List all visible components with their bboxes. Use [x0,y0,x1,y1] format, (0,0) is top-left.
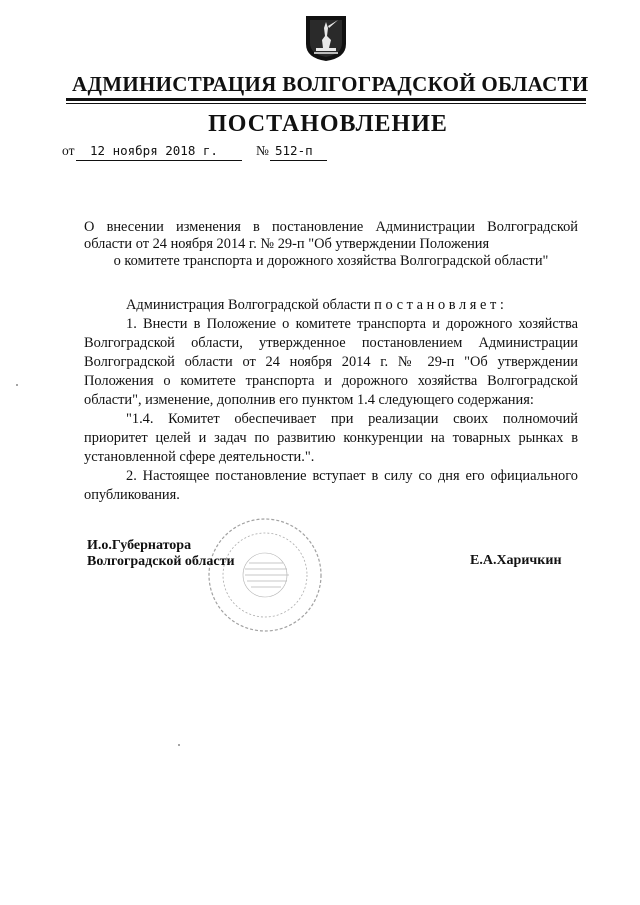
number-value: 512-п [275,143,313,158]
date-prefix: от [62,143,75,158]
item-2: 2. Настоящее постановление вступает в силу со дня его официального опубликования. [84,468,578,503]
scan-speck [178,744,180,746]
signatory-name: Е.А.Харичкин [470,553,562,568]
item-1: 1. Внести в Положение о комитете транспорта и дорожного хозяйства Волгоградской области, утвержденное постановлением Администрации Волгоградской области от 24 ноября 2014 г. № 29-п "Об утверждении Положения о комитете транспорта и дорожного хозяйства Волгоградской области", изменение, дополнив его пунктом 1.4 следующего содержания: [84,316,578,408]
date-underline [76,160,242,161]
position-line-1: И.о.Губернатора [87,538,192,553]
organization-title: АДМИНИСТРАЦИЯ ВОЛГОГРАДСКОЙ ОБЛАСТИ [72,72,589,96]
decree-word: постановляет: [374,297,508,313]
header-rule-thick [66,98,586,101]
header-rule-thin [66,103,586,104]
position-line-2: Волгоградской области [87,554,235,569]
date-value: 12 ноября 2018 г. [90,143,218,158]
signatory-position [87,538,235,570]
official-round-stamp-icon [205,515,325,635]
subject-line-2: о комитете транспорта и дорожного хозяйства Волгоградской области" [113,253,549,269]
intro-text: Администрация Волгоградской области [126,297,371,313]
number-prefix: № [256,143,269,158]
decree-intro [84,296,578,315]
document-body [84,296,578,505]
subject-line-1: О внесении изменения в постановление Администрации Волгоградской области от 24 ноября 2014 г. № 29-п "Об утверждении Положения [84,219,578,252]
scan-speck [16,384,18,386]
number-underline [270,160,327,161]
document-type: ПОСТАНОВЛЕНИЕ [208,111,448,137]
volgograd-coat-of-arms-icon [304,14,348,62]
item-1-quote: "1.4. Комитет обеспечивает при реализации своих полномочий приоритет целей и задач по развитию конкуренции на товарных рынках в установленной сфере деятельности.". [84,411,578,465]
document-subject [84,219,578,270]
